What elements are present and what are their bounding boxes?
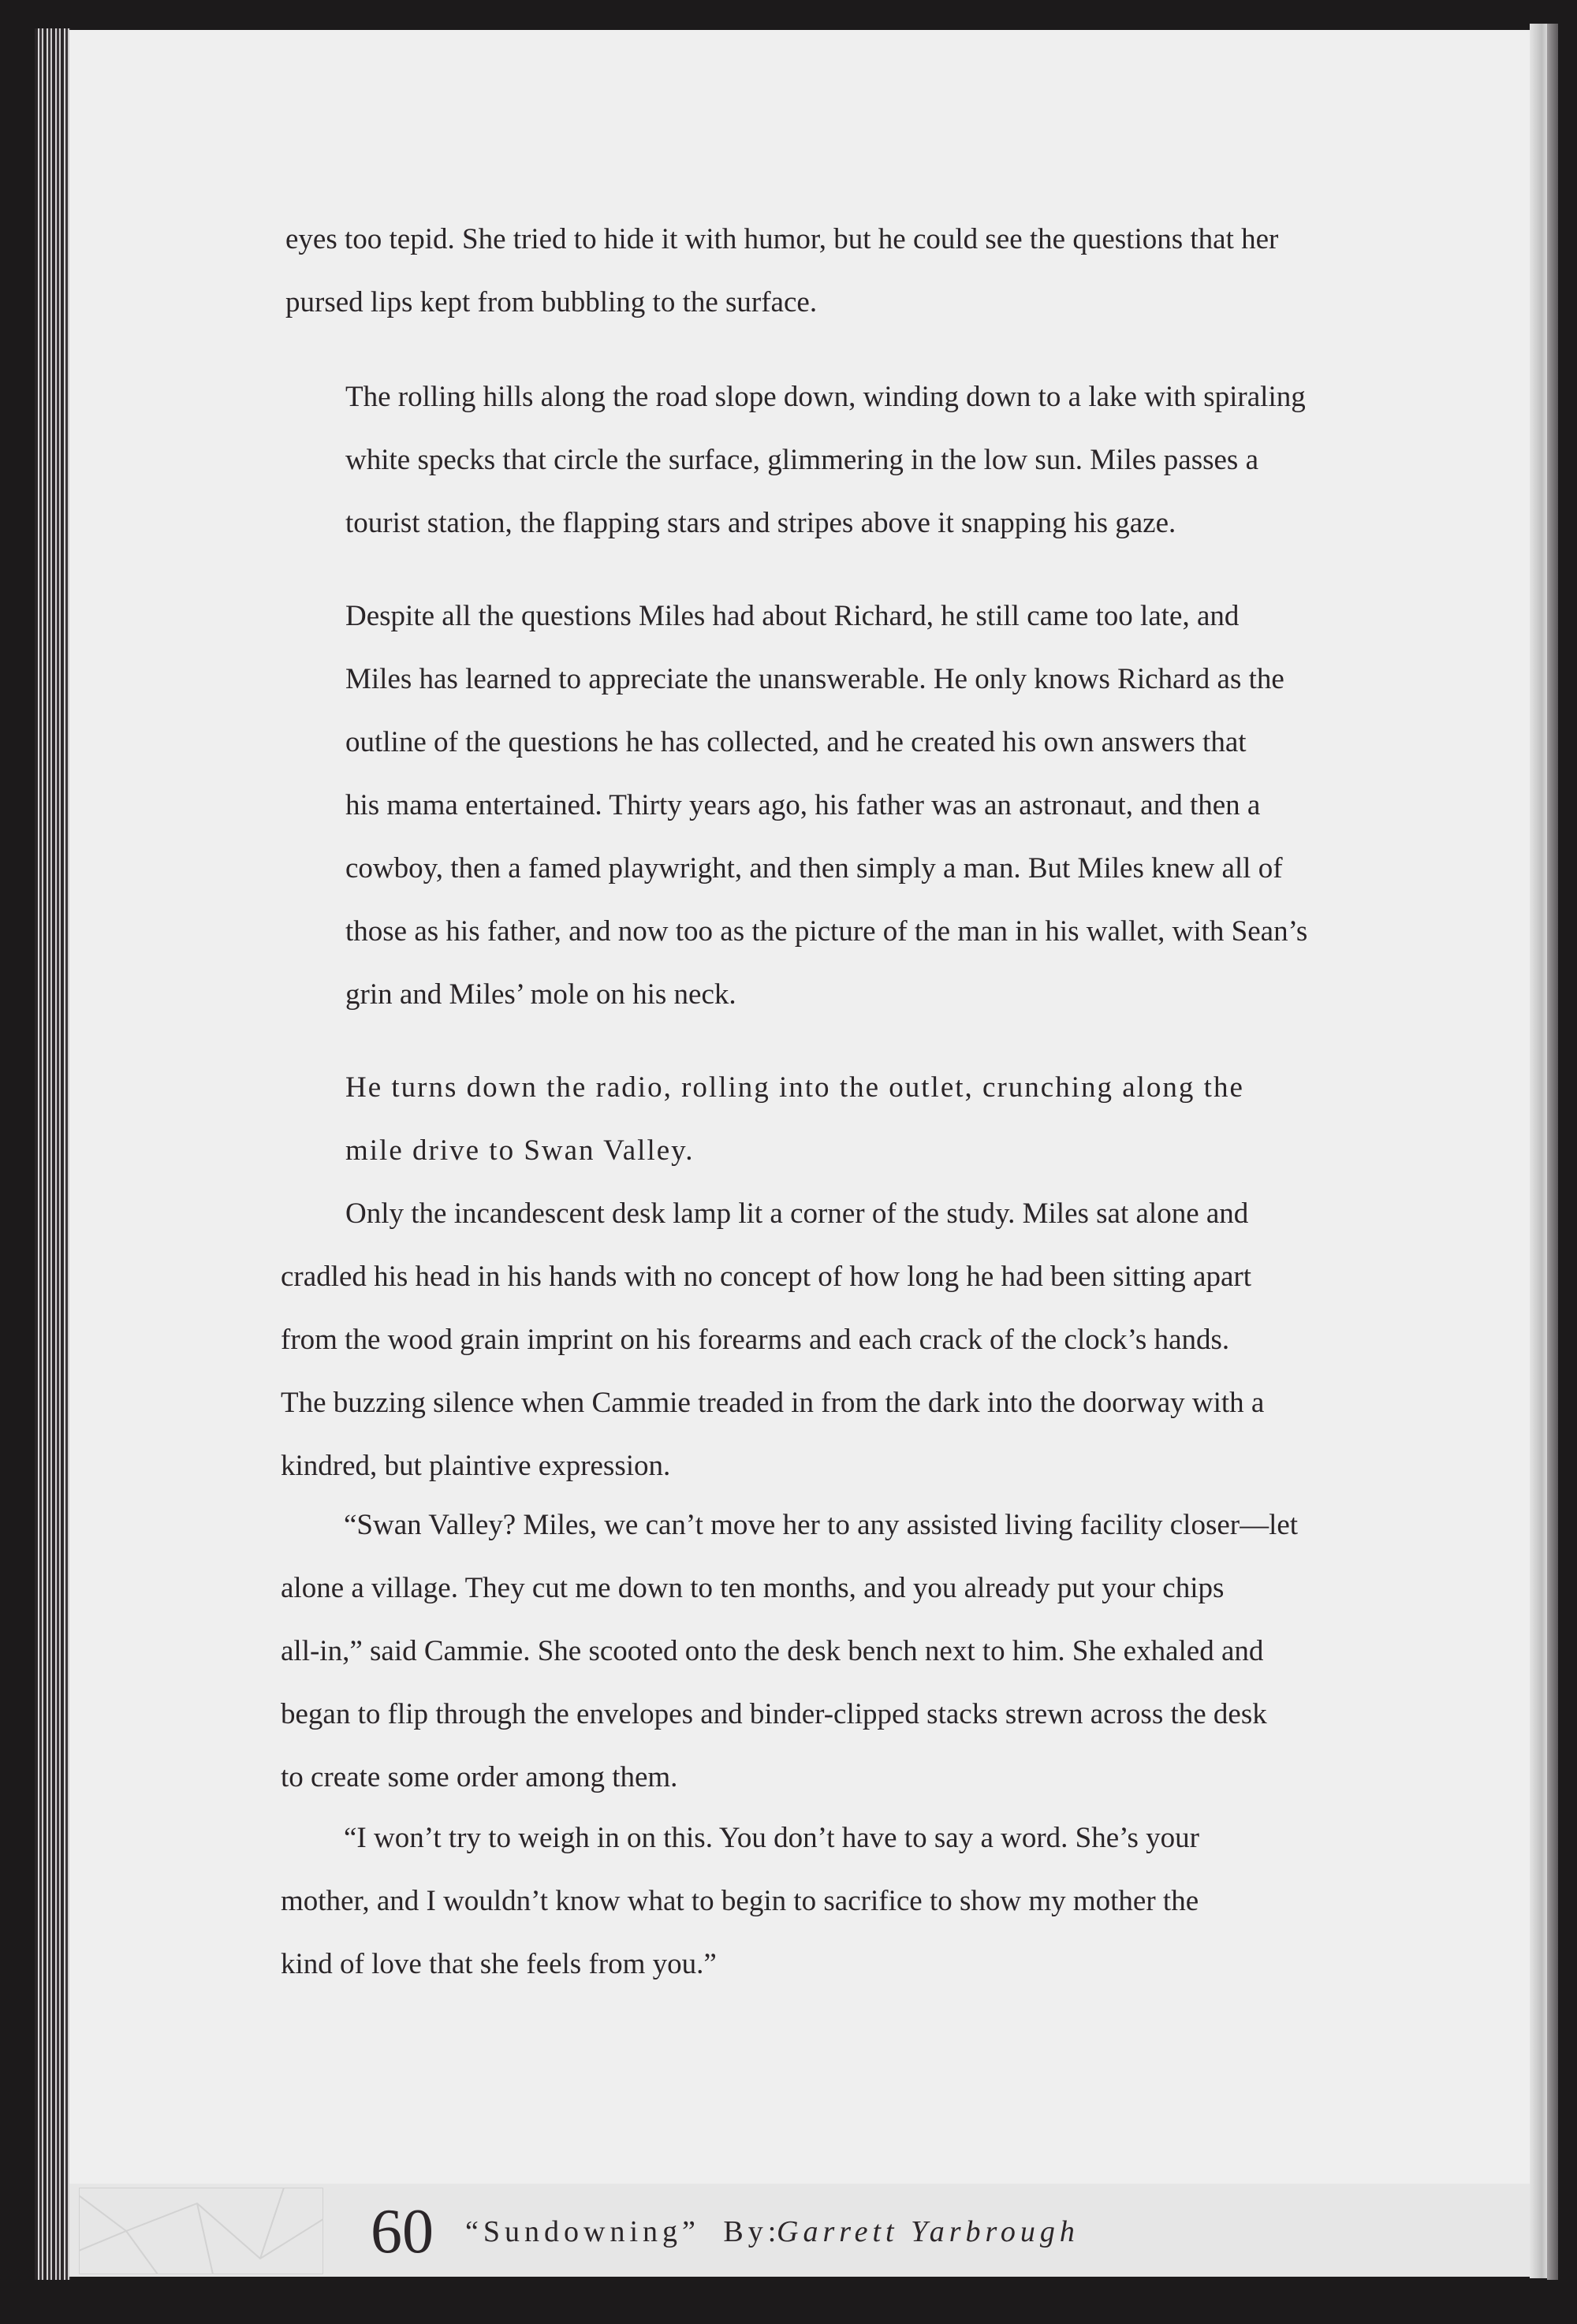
text-line: He turns down the radio, rolling into the outlet, crunching along the — [345, 1071, 1244, 1104]
text-line: all-in,” said Cammie. She scooted onto the desk bench next to him. She exhaled and — [281, 1635, 1264, 1667]
text-line: The rolling hills along the road slope down, winding down to a lake with spiraling — [345, 381, 1306, 413]
text-line: mile drive to Swan Valley. — [345, 1134, 695, 1167]
paragraph — [281, 1182, 1264, 1498]
story-title: “Sundowning” — [465, 2215, 700, 2248]
text-line: kindred, but plaintive expression. — [281, 1450, 671, 1482]
paragraph — [281, 1494, 1298, 1809]
text-line: “Swan Valley? Miles, we can’t move her to any assisted living facility closer—let — [344, 1509, 1299, 1541]
page-number: 60 — [371, 2197, 434, 2266]
text-line: began to flip through the envelopes and binder-clipped stacks strewn across the desk — [281, 1698, 1267, 1730]
text-line: tourist station, the flapping stars and stripes above it snapping his gaze. — [345, 507, 1176, 539]
paragraph-indented — [345, 585, 1307, 1026]
paragraph — [281, 1807, 1199, 1996]
author-name: Garrett Yarbrough — [777, 2215, 1079, 2248]
footer-story-title — [465, 2212, 781, 2251]
text-line: outline of the questions he has collected, and he created his own answers that — [345, 726, 1247, 758]
byline-label: By: — [723, 2215, 781, 2248]
text-line: his mama entertained. Thirty years ago, his father was an astronaut, and then a — [345, 789, 1261, 821]
text-line: those as his father, and now too as the picture of the man in his wallet, with Sean’s — [345, 915, 1308, 948]
text-line: Despite all the questions Miles had about Richard, he still came too late, and — [345, 600, 1240, 632]
text-line: Only the incandescent desk lamp lit a corner of the study. Miles sat alone and — [345, 1197, 1249, 1230]
text-line: eyes too tepid. She tried to hide it with humor, but he could see the questions that her — [285, 223, 1279, 255]
text-line: kind of love that she feels from you.” — [281, 1948, 717, 1980]
geometric-pattern-decoration — [79, 2188, 323, 2274]
text-line: from the wood grain imprint on his forearms and each crack of the clock’s hands. — [281, 1324, 1230, 1356]
paragraph-indented — [345, 1056, 1244, 1182]
text-line: The buzzing silence when Cammie treaded in from the dark into the doorway with a — [281, 1387, 1265, 1419]
paragraph-indented — [345, 366, 1306, 555]
text-line: white specks that circle the surface, glimmering in the low sun. Miles passes a — [345, 444, 1259, 476]
text-line: alone a village. They cut me down to ten months, and you already put your chips — [281, 1572, 1225, 1604]
text-line: “I won’t try to weigh in on this. You don’t have to say a word. She’s your — [344, 1822, 1199, 1854]
text-line: cowboy, then a famed playwright, and then simply a man. But Miles knew all of — [345, 852, 1283, 885]
text-line: cradled his head in his hands with no concept of how long he had been sitting apart — [281, 1261, 1251, 1293]
text-line: to create some order among them. — [281, 1761, 678, 1793]
paragraph — [285, 208, 1278, 334]
text-line: grin and Miles’ mole on his neck. — [345, 978, 736, 1011]
text-line: Miles has learned to appreciate the unanswerable. He only knows Richard as the — [345, 663, 1284, 695]
text-line: pursed lips kept from bubbling to the surface. — [285, 286, 818, 318]
text-line: mother, and I wouldn’t know what to begin to sacrifice to show my mother the — [281, 1885, 1199, 1917]
